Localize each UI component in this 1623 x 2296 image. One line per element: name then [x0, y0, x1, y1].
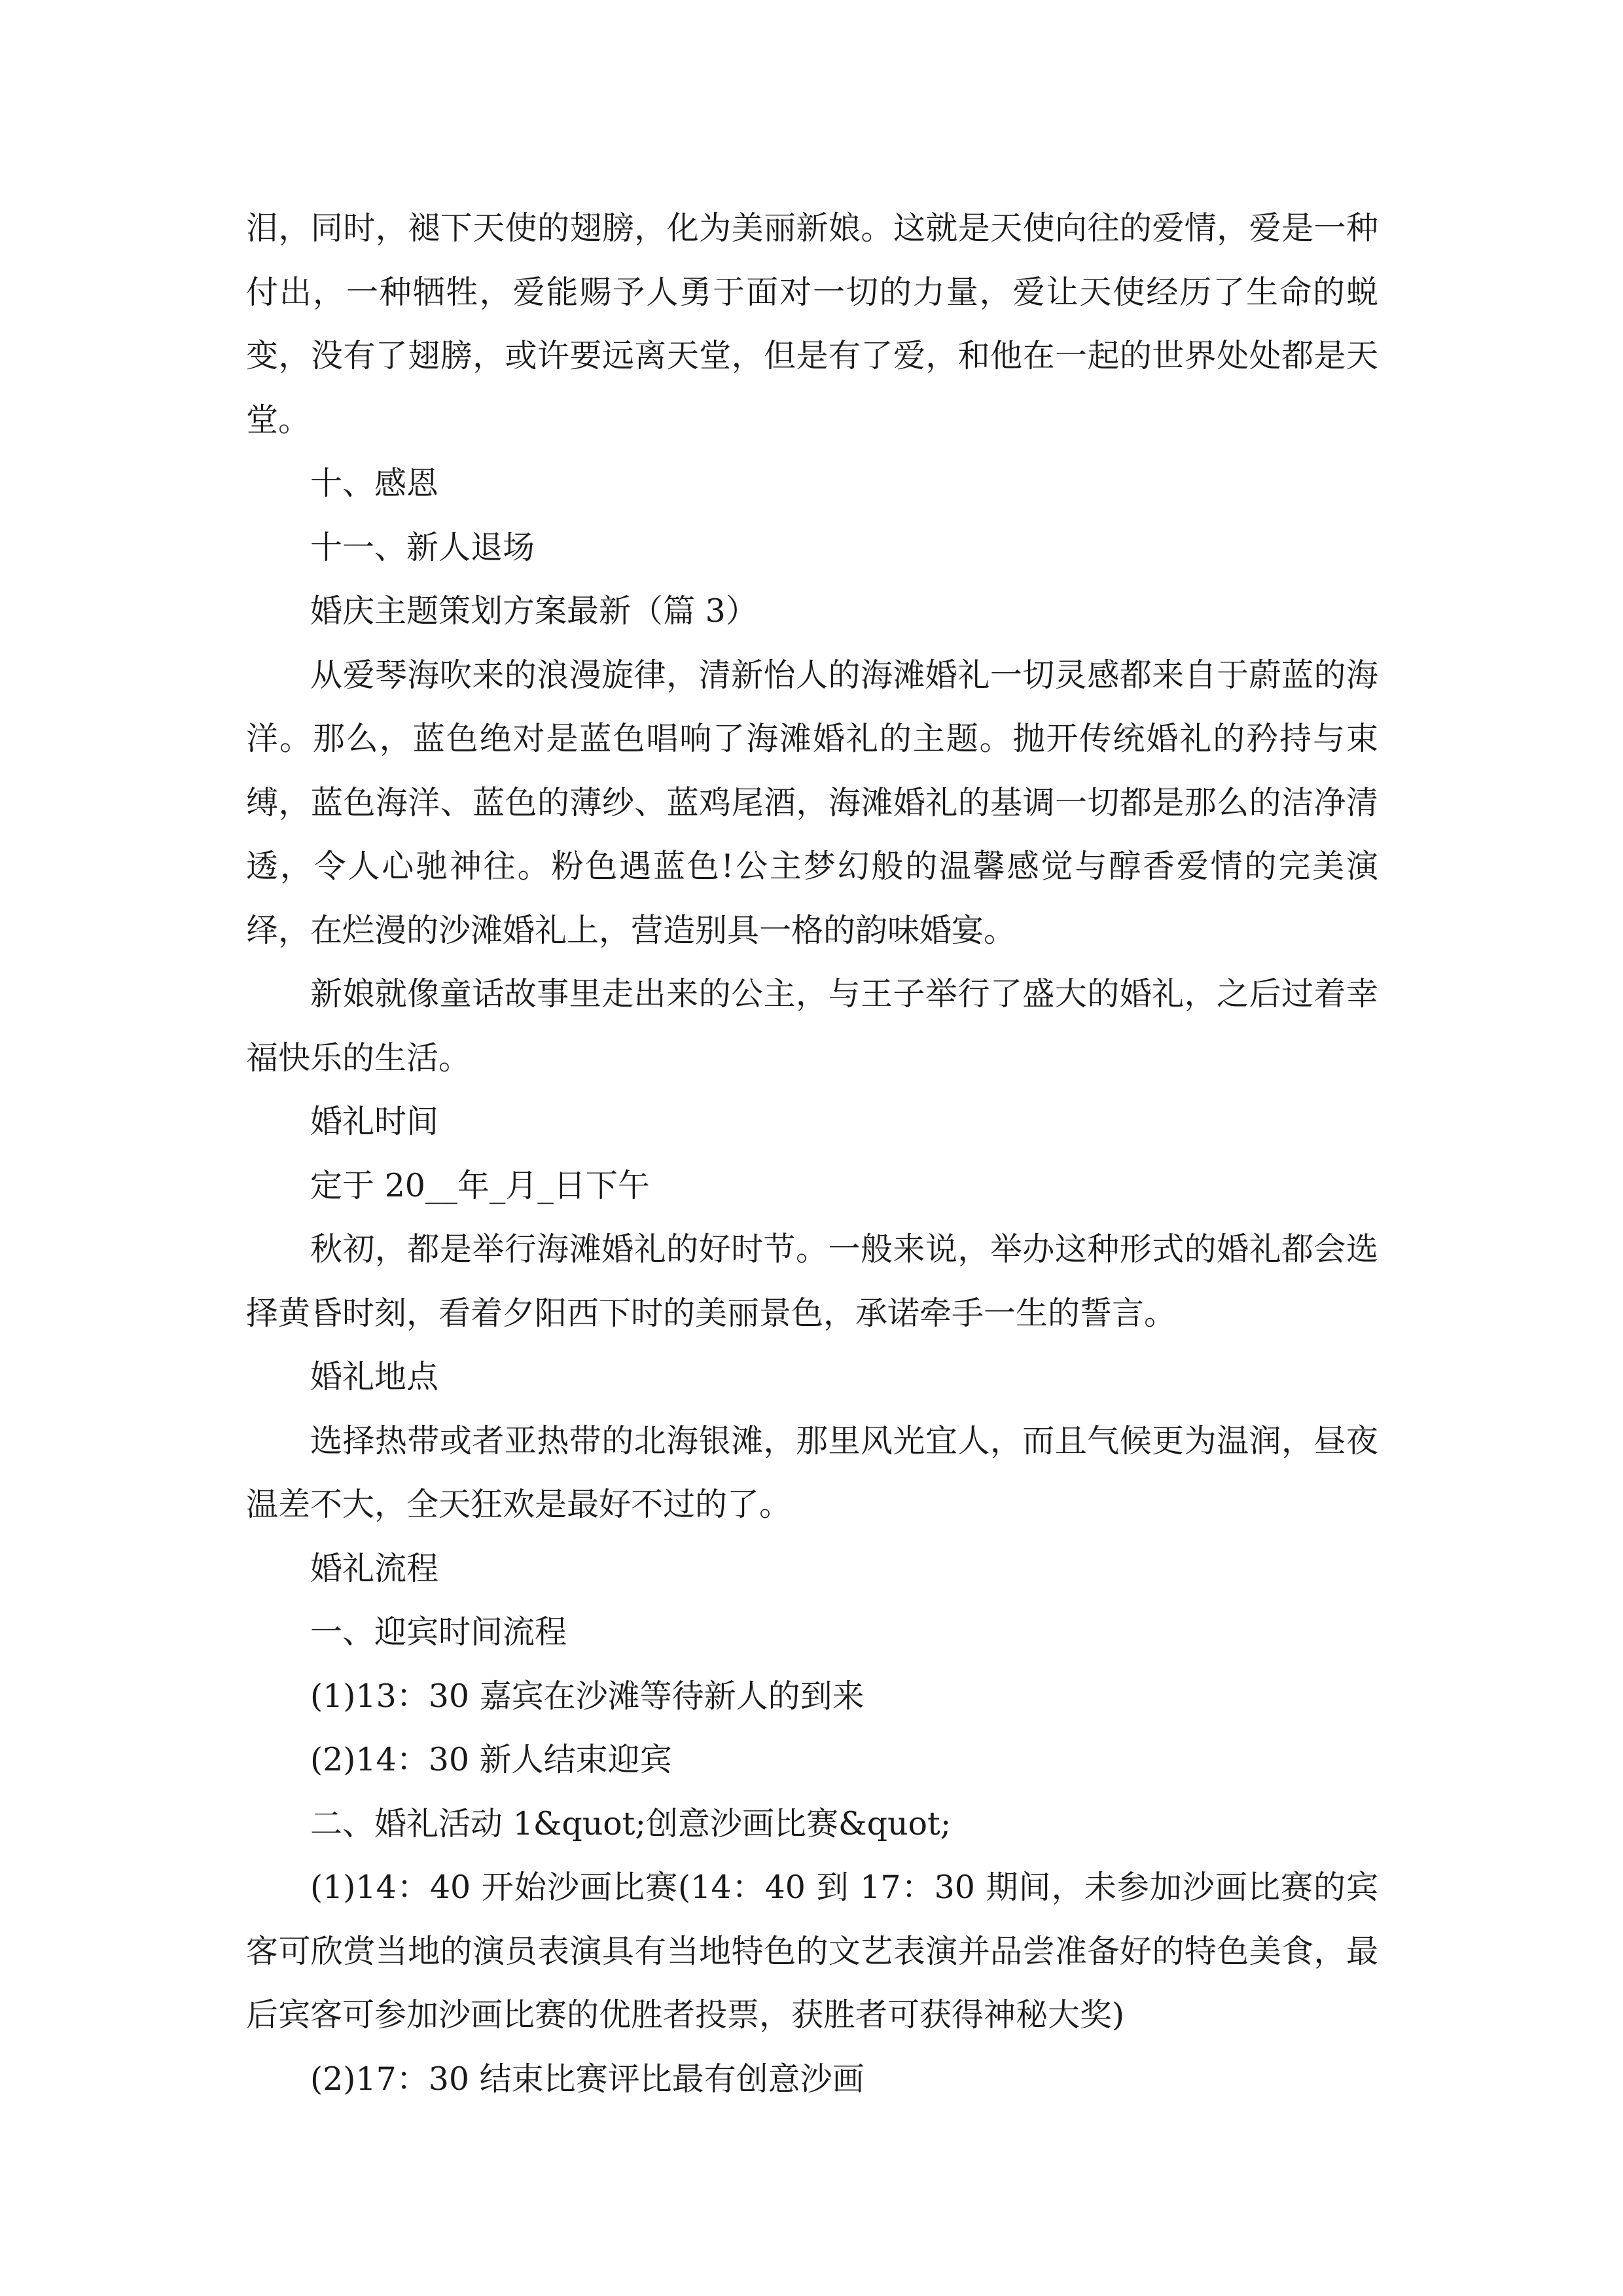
paragraph-angel-love: 泪，同时，褪下天使的翅膀，化为美丽新娘。这就是天使向往的爱情，爱是一种付出，一种牺牲，爱能赐予人勇于面对一切的力量，爱让天使经历了生命的蜕变，没有了翅膀，或许要远离天堂，但是有了爱，和他在一起的世界处处都是天堂。 — [246, 209, 1378, 439]
paragraph-location: 选择热带或者亚热带的北海银滩，那里风光宜人，而且气候更为温润，昼夜温差不大，全天狂欢是最好不过的了。 — [246, 1422, 1378, 1523]
heading-activity: 二、婚礼活动 1&quot;创意沙画比赛&quot; — [310, 1804, 952, 1842]
heading-reception: 一、迎宾时间流程 — [310, 1613, 567, 1651]
paragraph-autumn: 秋初，都是举行海滩婚礼的好时节。一般来说，举办这种形式的婚礼都会选择黄昏时刻，看着夕阳西下时的美丽景色，承诺牵手一生的誓言。 — [246, 1230, 1378, 1332]
activity-step-2: (2)17：30 结束比赛评比最有创意沙画 — [310, 2060, 865, 2098]
wedding-date: 定于 20__年_月_日下午 — [310, 1166, 650, 1204]
activity-step-1: (1)14：40 开始沙画比赛(14：40 到 17：30 期间，未参加沙画比赛的宾客可欣赏当地的演员表演具有当地特色的文艺表演并品尝准备好的特色美食，最后宾客可参加沙画比赛的优胜者投票，获胜者可获得神秘大奖) — [246, 1869, 1378, 2034]
section-title: 婚庆主题策划方案最新（篇 3） — [310, 592, 758, 630]
paragraph-beach-wedding: 从爱琴海吹来的浪漫旋律，清新怡人的海滩婚礼一切灵感都来自于蔚蓝的海洋。那么，蓝色绝对是蓝色唱响了海滩婚礼的主题。抛开传统婚礼的矜持与束缚，蓝色海洋、蓝色的薄纱、蓝鸡尾酒，海滩婚礼的基调一切都是那么的洁净清透，令人心驰神往。粉色遇蓝色!公主梦幻般的温馨感觉与醇香爱情的完美演绎，在烂漫的沙滩婚礼上，营造别具一格的韵味婚宴。 — [246, 656, 1378, 949]
paragraph-fairy-tale: 新娘就像童话故事里走出来的公主，与王子举行了盛大的婚礼，之后过着幸福快乐的生活。 — [246, 975, 1378, 1077]
heading-wedding-process: 婚礼流程 — [310, 1549, 439, 1587]
heading-gratitude: 十、感恩 — [310, 465, 439, 502]
document-body — [246, 196, 1378, 2111]
heading-wedding-location: 婚礼地点 — [310, 1358, 439, 1395]
heading-wedding-time: 婚礼时间 — [310, 1103, 439, 1140]
heading-couple-exit: 十一、新人退场 — [310, 528, 535, 566]
reception-step-2: (2)14：30 新人结束迎宾 — [310, 1741, 672, 1778]
reception-step-1: (1)13：30 嘉宾在沙滩等待新人的到来 — [310, 1677, 865, 1715]
